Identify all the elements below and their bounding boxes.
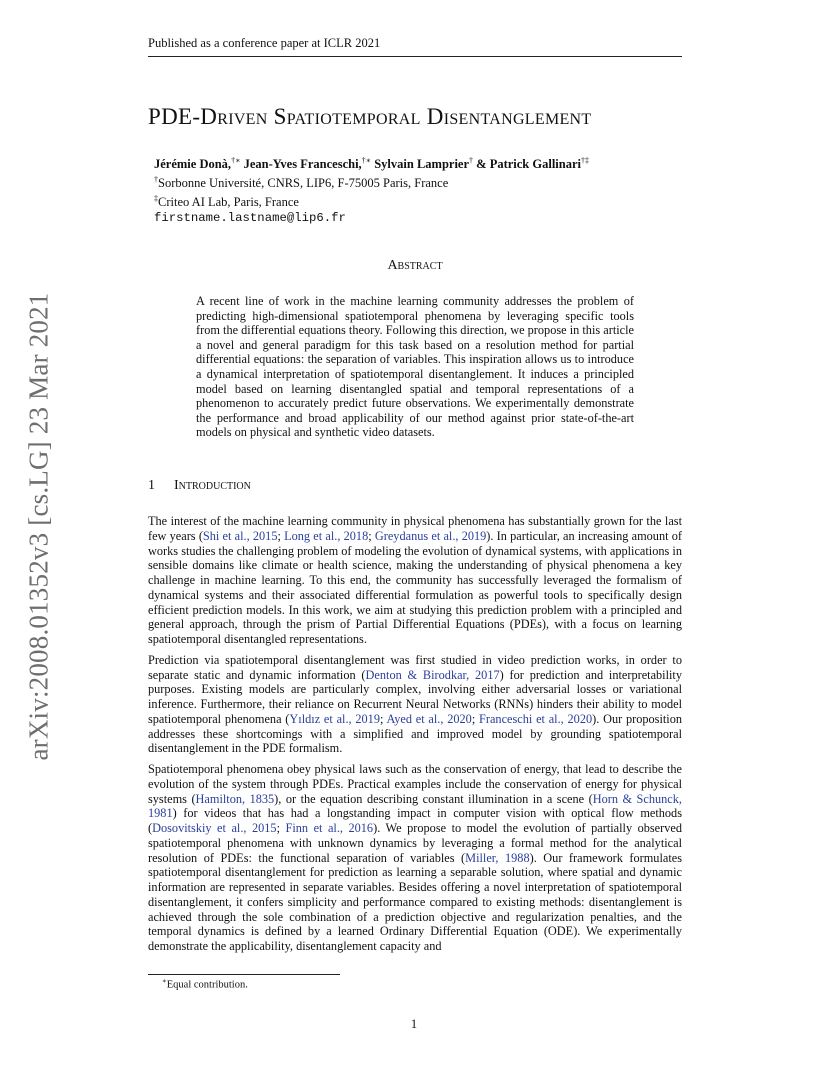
author-block [154, 153, 674, 226]
paper-title: PDE-Driven Spatiotemporal Disentanglement [148, 104, 592, 129]
text-run: ; [379, 711, 387, 726]
citation-link[interactable]: Hamilton, 1835 [195, 791, 275, 806]
footnote [162, 977, 248, 991]
arxiv-stamp [22, 286, 56, 766]
paragraph-2 [148, 653, 682, 756]
citation-link[interactable]: Long et al., 2018 [284, 528, 369, 543]
text-run: The interest of the machine learning community in physical phenomena has substantially grown for the last few years ( [148, 514, 682, 543]
citation-link[interactable]: Shi et al., 2015 [202, 528, 278, 543]
author-2: Jean-Yves Franceschi, [243, 157, 362, 172]
text-run: ; [471, 711, 480, 726]
paragraph-3 [148, 762, 682, 954]
abstract-heading: Abstract [387, 258, 443, 273]
author-1: Jérémie Donà, [154, 157, 232, 172]
section-number: 1 [148, 478, 155, 493]
author-1-marks: †∗ [231, 156, 241, 165]
body-text [148, 514, 682, 960]
affiliation-1-mark: † [154, 175, 158, 185]
running-header: Published as a conference paper at ICLR 2021 [148, 36, 682, 57]
text-run: Prediction via spatiotemporal disentanglement was first studied in video prediction works, in order to separate static and dynamic information ( [148, 652, 682, 682]
text-run: ). Our framework formulates spatiotemporal disentanglement for prediction as learning a separable solution, where spatial and dynamic information are represented in separate variables. Besides offering a novel interpretation of spatiotemporal disentanglement, it confers simplicity and performance compared to existing methods: disentanglement is achieved through the sole combination of a prediction objective and regularization penalties, and the temporal dynamics is defined by a learned Ordinary Differential Equation (ODE). We experimentally demonstrate the applicability, disentanglement capacity and [148, 850, 682, 953]
abstract-text: A recent line of work in the machine learning community addresses the problem of predicting high-dimensional spatiotemporal phenomena by leveraging specific tools from the differential equations theory. Following this direction, we propose in this article a novel and general paradigm for this task based on a resolution method for partial differential equations: the separation of variables. This inspiration allows us to introduce a dynamical interpretation of spatiotemporal disentanglement. It induces a principled model based on learning disentangled spatial and temporal representations of a phenomenon to accurately predict future observations. We experimentally demonstrate the performance and broad applicability of our method against prior state-of-the-art models on physical and synthetic video datasets. [196, 294, 634, 440]
citation-link[interactable]: Finn et al., 2016 [285, 821, 374, 835]
text-run: ; [277, 528, 285, 543]
footnote-mark: ∗ [162, 977, 167, 985]
footnote-text: Equal contribution. [166, 979, 248, 991]
citation-link[interactable]: Ayed et al., 2020 [386, 711, 472, 726]
text-run: ). Our proposition addresses these shortcomings with a simplified and improved model by grounding spatiotemporal disentanglement in the PDE formalism. [148, 711, 682, 756]
paragraph-1 [148, 514, 682, 647]
affiliation-2-mark: ‡ [154, 194, 158, 204]
affiliation-2 [154, 191, 674, 210]
affiliation-1 [154, 172, 674, 191]
author-2-marks: †∗ [361, 156, 372, 165]
citation-link[interactable]: Dosovitskiy et al., 2015 [152, 821, 277, 835]
author-3-marks: † [469, 156, 474, 165]
citation-link[interactable]: Yıldız et al., 2019 [289, 711, 380, 726]
citation-link[interactable]: Horn & Schunck, 1981 [148, 791, 682, 821]
author-email: firstname.lastname@lip6.fr [154, 211, 346, 226]
text-run: ; [276, 821, 286, 835]
text-run: Spatiotemporal phenomena obey physical laws such as the conservation of energy, that lead to describe the evolution of the system through PDEs. Practical examples include the conservation of energy for physical systems ( [148, 762, 682, 806]
section-heading [148, 478, 682, 494]
text-run: ), or the equation describing constant illumination in a scene ( [274, 791, 593, 806]
section-title: Introduction [174, 478, 251, 493]
text-run: ; [368, 528, 375, 543]
text-run: ). We propose to model the evolution of partially observed spatiotemporal phenomena with unknown dynamics by leveraging a formal method for the analytical resolution of PDEs: the functional separation of variables ( [148, 821, 682, 865]
author-names [154, 153, 674, 172]
affiliation-2-text: Criteo AI Lab, Paris, France [158, 195, 299, 210]
arxiv-stamp-text: arXiv:2008.01352v3 [cs.LG] 23 Mar 2021 [23, 291, 54, 761]
affiliation-1-text: Sorbonne Université, CNRS, LIP6, F-75005 Paris, France [158, 176, 449, 191]
citation-link[interactable]: Miller, 1988 [465, 850, 530, 865]
text-run: ). In particular, an increasing amount of works studies the challenging problem of modeling the evolution of dynamical systems, with applications in sensible domains like climate or health science, making the understanding of physical phenomena a key challenge in machine learning. To this end, the community has successfully leveraged the formalism of dynamical systems and their associated differential formulation as powerful tools to specifically design efficient prediction models. In this work, we aim at studying this prediction problem with a principled and general approach, through the prism of Partial Differential Equations (PDEs), with a focus on learning spatiotemporal disentangled representations. [148, 528, 682, 646]
citation-link[interactable]: Denton & Birodkar, 2017 [365, 667, 500, 682]
page-number: 1 [410, 1017, 418, 1031]
footnote-rule [148, 974, 340, 975]
author-3: Sylvain Lamprier [374, 157, 470, 172]
author-4-marks: †‡ [581, 156, 590, 165]
text-run: ) for videos that has had a longstanding impact in computer vision with optical flow methods ( [148, 806, 682, 835]
text-run: ) for prediction and interpretability purposes. Existing models are particularly complex, involving either adversarial losses or variational inference. Furthermore, their reliance on Recurrent Neural Networks (RNNs) hinders their ability to model spatiotemporal phenomena ( [148, 667, 683, 726]
author-4: & Patrick Gallinari [476, 157, 582, 172]
citation-link[interactable]: Greydanus et al., 2019 [374, 528, 487, 543]
citation-link[interactable]: Franceschi et al., 2020 [479, 711, 593, 726]
